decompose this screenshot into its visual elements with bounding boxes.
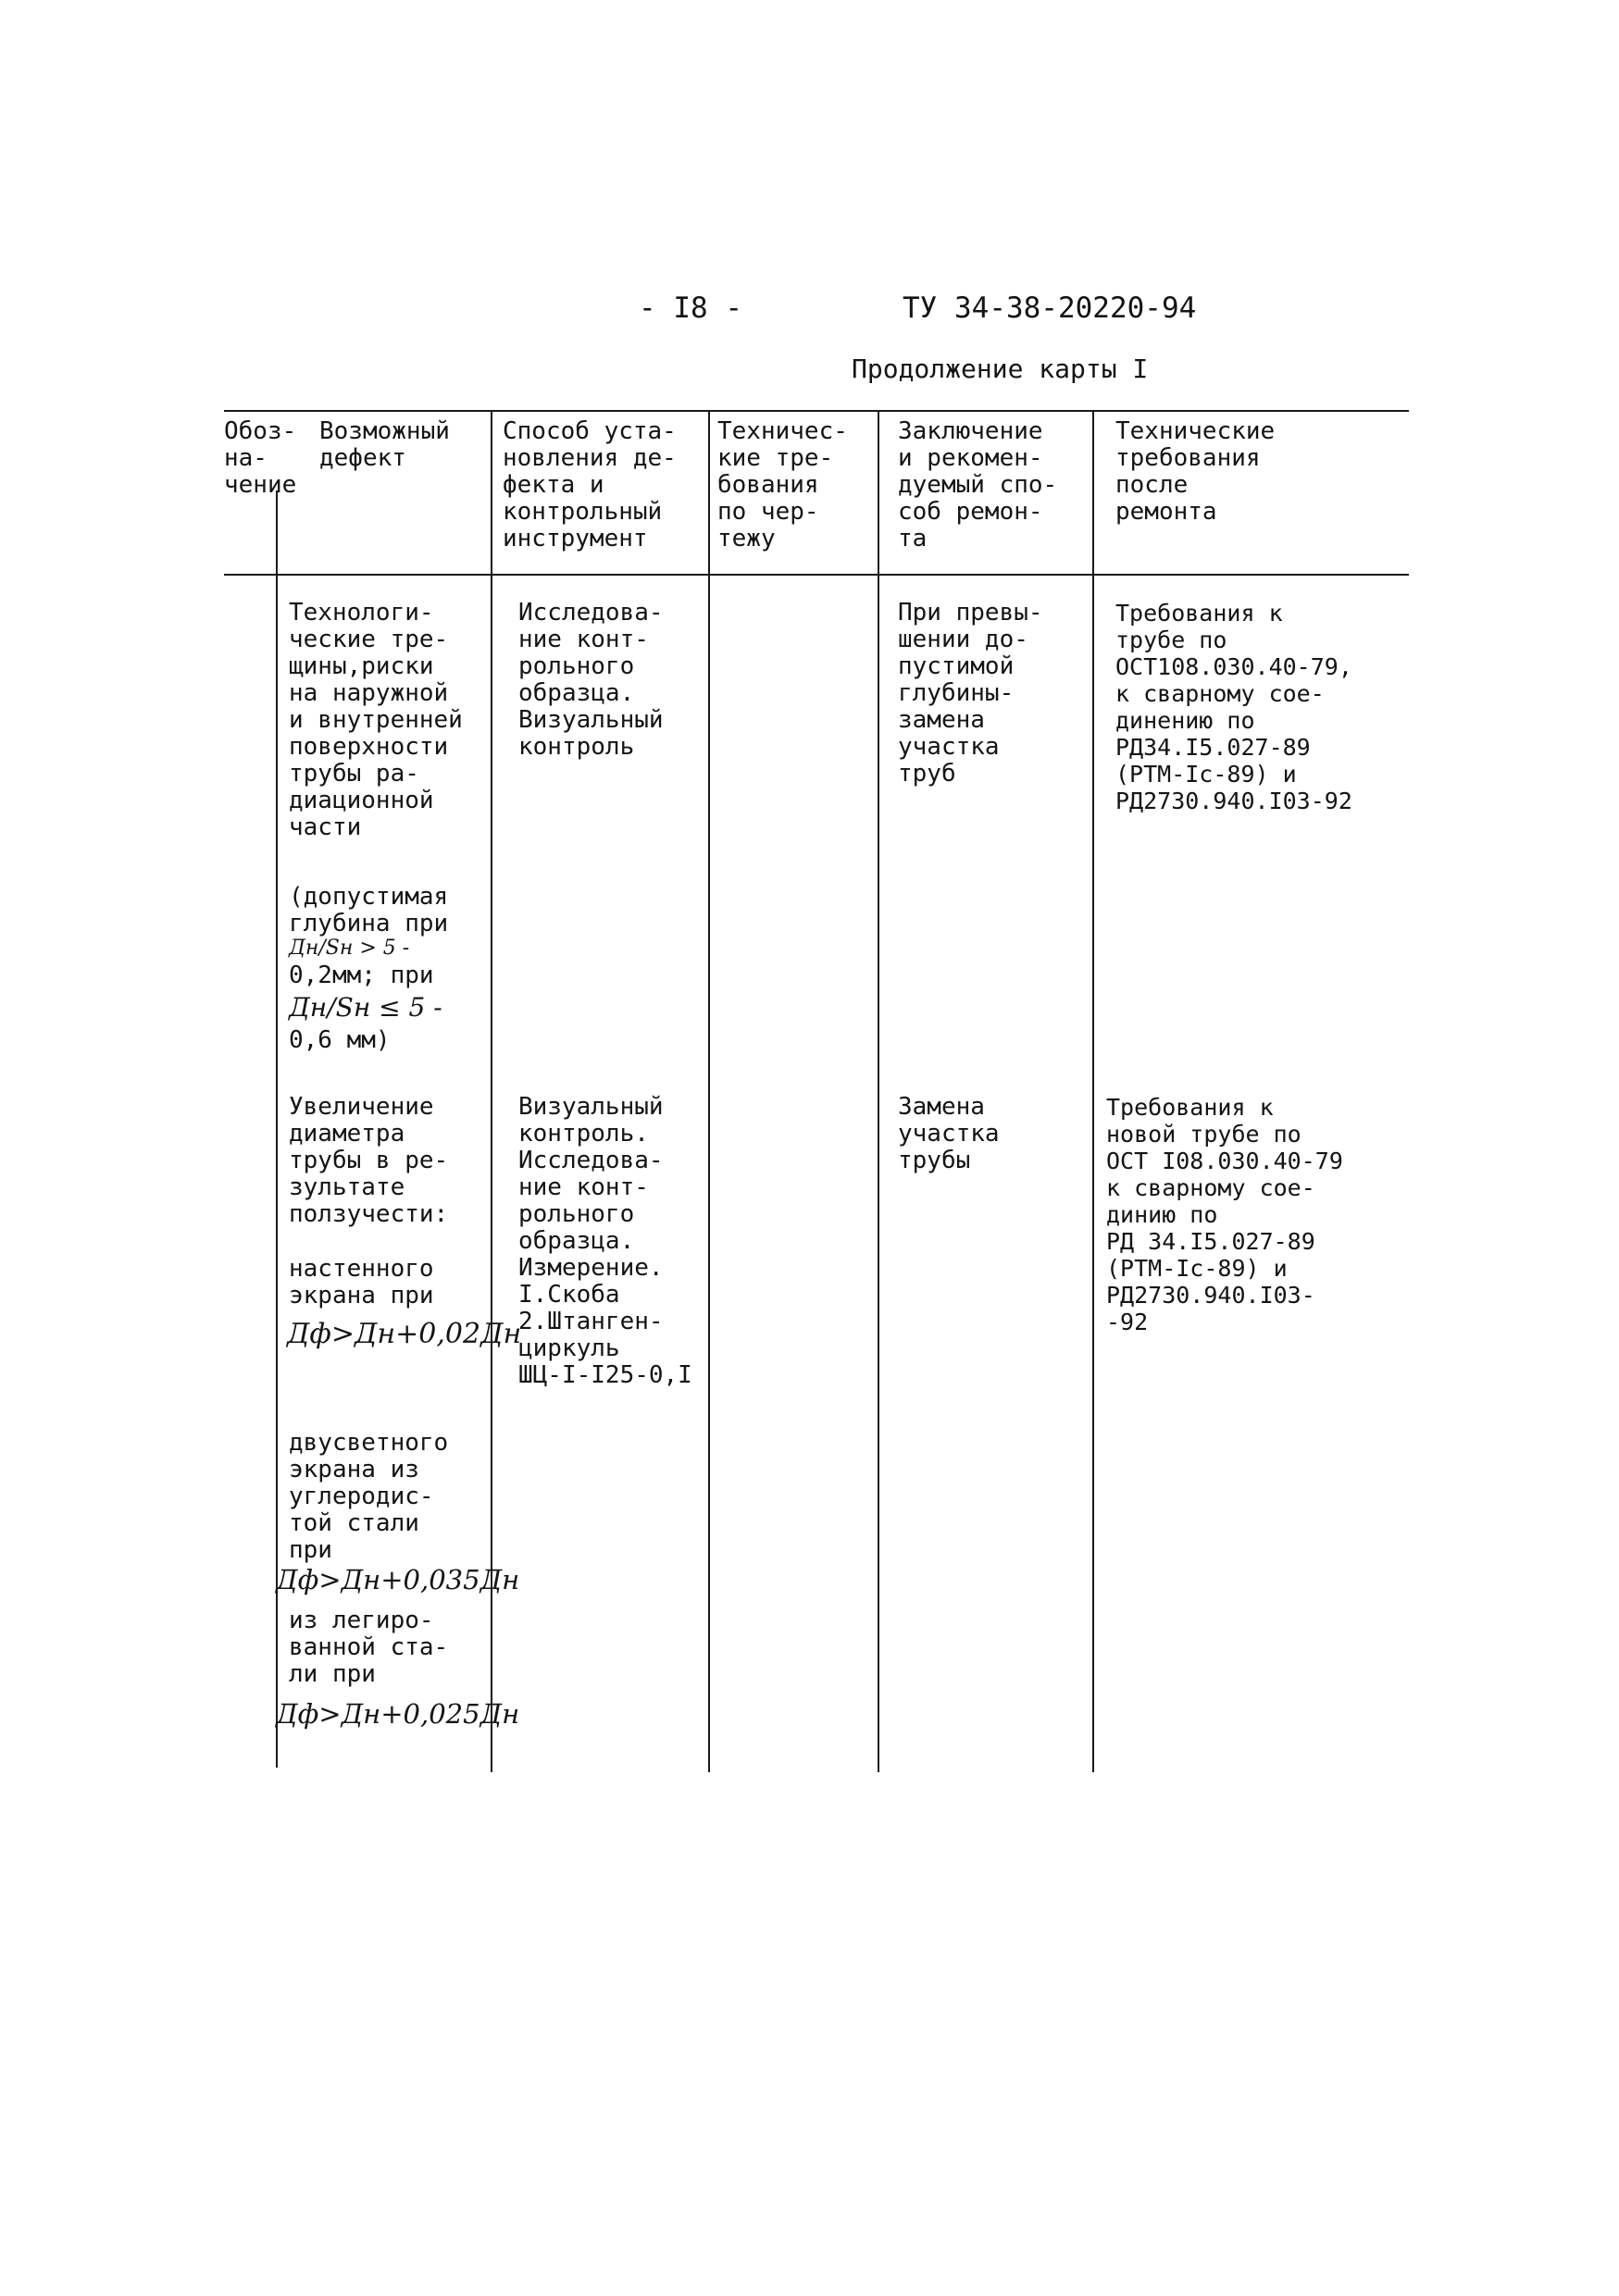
row1-method: Исследова- ние конт- рольного образца. Визуальный контроль [518, 599, 664, 761]
row2-defect-alloy-steel: из легиро- ванной ста- ли при [289, 1607, 449, 1688]
table-header-rule [224, 574, 1409, 576]
page-number: - I8 - [639, 292, 742, 325]
continuation-title: Продолжение карты I [852, 354, 1149, 384]
header-drawing-requirements: Техничес- кие тре- бования по чер- тежу [717, 417, 848, 552]
row2-formula-wall-screen: Дф>Дн+0,02Дн [287, 1318, 522, 1350]
row1-conclusion: При превы- шении до- пустимой глубины- замена участка труб [898, 599, 1043, 788]
row2-formula-alloy-steel: Дф>Дн+0,025Дн [276, 1698, 520, 1730]
row1-note-value-1: 0,2мм; при [289, 962, 434, 989]
column-divider-4 [878, 412, 879, 1772]
row2-defect-intro: Увеличение диаметра трубы в ре- зультате ползучести: [289, 1093, 449, 1228]
row2-method: Визуальный контроль. Исследова- ние конт- рольного образца. Измерение. I.Скоба 2.Штанген- циркуль ШЦ-I-I25-0,I [518, 1093, 692, 1389]
row1-after-repair: Требования к трубе по ОСТ108.030.40-79, к сварному сое- динению по РД34.I5.027-89 (РТМ-Iс-89) и РД2730.940.I03-92 [1115, 600, 1352, 814]
header-conclusion: Заключение и рекомен- дуемый спо- соб ремон- та [898, 417, 1058, 552]
table-top-rule [224, 410, 1409, 412]
row1-defect: Технологи- ческие тре- щины,риски на наружной и внутренней поверхности трубы ра- диационной части [289, 599, 463, 841]
row1-note-formula-2: Дн/Sн ≤ 5 - [289, 992, 442, 1023]
header-designation: Обоз- на- чение [224, 417, 297, 499]
header-after-repair: Технические требования после ремонта [1115, 417, 1276, 526]
row1-defect-note: (допустимая глубина при [289, 883, 449, 937]
column-divider-3 [708, 412, 710, 1772]
document-code: ТУ 34-38-20220-94 [903, 292, 1197, 325]
row2-defect-double-screen: двусветного экрана из углеродис- той стали при [289, 1429, 449, 1564]
header-method: Способ уста- новления де- фекта и контрольный инструмент [503, 417, 677, 552]
row2-formula-carbon-steel: Дф>Дн+0,035Дн [276, 1564, 520, 1595]
row2-conclusion: Замена участка трубы [898, 1093, 1000, 1174]
row1-note-formula-1: Дн/Sн > 5 - [289, 937, 410, 960]
row2-after-repair: Требования к новой трубе по ОСТ I08.030.40-79 к сварному сое- динию по РД 34.I5.027-89 (РТМ-Iс-89) и РД2730.940.I03- -92 [1106, 1094, 1343, 1335]
header-defect: Возможный дефект [319, 417, 450, 472]
row1-note-value-2: 0,6 мм) [289, 1026, 391, 1054]
row2-defect-wall-screen: настенного экрана при [289, 1255, 434, 1309]
column-divider-5 [1092, 412, 1094, 1772]
